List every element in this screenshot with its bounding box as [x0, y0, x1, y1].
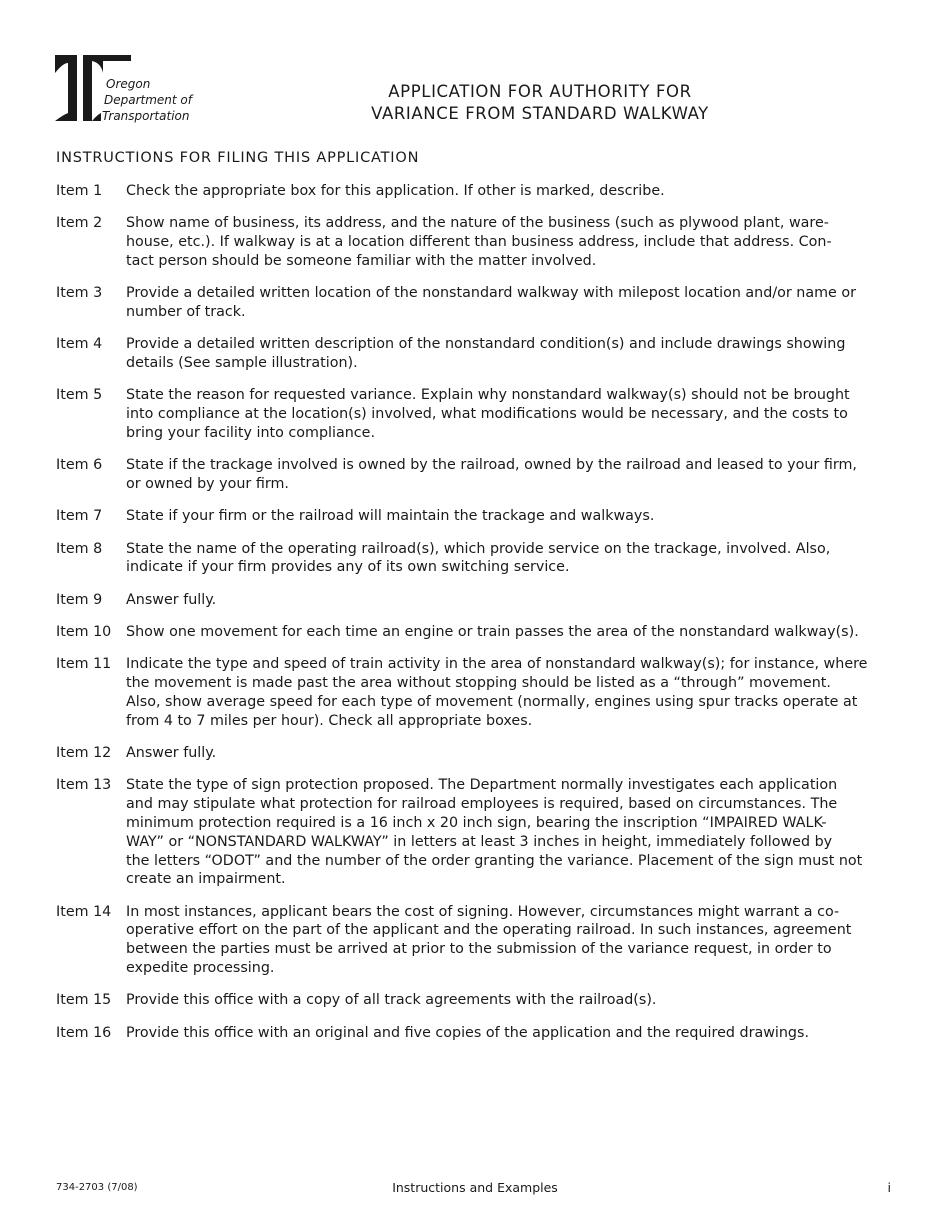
- instruction-item: [56, 456, 896, 494]
- item-label: Item 12: [56, 745, 112, 762]
- item-text: Show one movement for each time an engine or train passes the area of the nonstandard walkway(s).: [126, 624, 859, 641]
- document-title-line-2: VARIANCE FROM STANDARD WALKWAY: [371, 104, 709, 123]
- instruction-item: [56, 623, 896, 642]
- item-label: Item 13: [56, 777, 112, 794]
- item-text: State if the trackage involved is owned by the railroad, owned by the railroad and leased to your firm, or owned by your firm.: [126, 457, 857, 493]
- item-text: State the reason for requested variance. Explain why nonstandard walkway(s) should not be brought into compliance at the location(s) involved, what modifications would be necessary, and the costs to bring your facility into compliance.: [126, 387, 850, 441]
- item-label: Item 16: [56, 1024, 112, 1041]
- item-label: Item 1: [56, 183, 103, 199]
- odot-logo-text: [102, 76, 192, 124]
- item-text: Indicate the type and speed of train activity in the area of nonstandard walkway(s); for instance, where the movement is made past the area without stopping should be listed as a “through” movement. Also, show average speed for each type of movement (normally, engines using spur tracks operate at from 4 to 7 miles per hour). Check all appropriate boxes.: [126, 656, 868, 729]
- item-text: Provide a detailed written description of the nonstandard condition(s) and include drawings showing details (See sample illustration).: [126, 336, 846, 372]
- item-label: Item 7: [56, 508, 103, 525]
- instruction-item: [56, 903, 896, 978]
- item-text: Answer fully.: [126, 591, 217, 608]
- item-label: Item 15: [56, 992, 112, 1009]
- item-text: State if your firm or the railroad will maintain the trackage and walkways.: [126, 508, 655, 525]
- instruction-item: [56, 591, 896, 610]
- instructions-heading: INSTRUCTIONS FOR FILING THIS APPLICATION: [56, 150, 420, 166]
- instruction-item: [56, 540, 896, 578]
- instruction-item: [56, 655, 896, 730]
- document-title: [330, 81, 750, 125]
- item-label: Item 10: [56, 624, 112, 641]
- page-number: i: [887, 1180, 891, 1195]
- instruction-item: [56, 991, 896, 1010]
- instruction-item: [56, 182, 896, 201]
- item-text: Provide this office with an original and five copies of the application and the required drawings.: [126, 1024, 809, 1041]
- form-number: 734-2703 (7/08): [56, 1182, 138, 1193]
- instruction-item: [56, 776, 896, 889]
- item-text: Answer fully.: [126, 745, 217, 762]
- item-text: State the name of the operating railroad(s), which provide service on the trackage, involved. Also, indicate if your firm provides any of its own switching service.: [126, 540, 831, 576]
- logo-line-2: Department of: [104, 93, 192, 107]
- instruction-item: [56, 284, 896, 322]
- instruction-items-list: [56, 182, 896, 1056]
- item-label: Item 3: [56, 285, 103, 302]
- item-text: Show name of business, its address, and the nature of the business (such as plywood plant, ware- house, etc.). If walkway is at a location different than business address, include that address. Con- tact person should be someone familiar with the matter involved.: [126, 215, 832, 269]
- item-text: State the type of sign protection proposed. The Department normally investigates each application and may stipulate what protection for railroad employees is required, based on circumstances. The minimum protection required is a 16 inch x 20 inch sign, bearing the inscription “IMPAIRED WALK- WAY” or “NONSTANDARD WALKWAY” in letters at least 3 inches in height, immediately followed by the letters “ODOT” and the number of the order granting the variance. Placement of the sign must not create an impairment.: [126, 777, 863, 888]
- item-text: Provide a detailed written location of the nonstandard walkway with milepost location and/or name or number of track.: [126, 285, 857, 320]
- document-title-line-1: APPLICATION FOR AUTHORITY FOR: [388, 82, 692, 101]
- instruction-item: [56, 1024, 896, 1043]
- page-footer: [0, 1180, 950, 1200]
- item-label: Item 11: [56, 656, 112, 673]
- footer-title: Instructions and Examples: [392, 1180, 558, 1195]
- instruction-item: [56, 507, 896, 526]
- item-label: Item 9: [56, 591, 103, 608]
- item-text: In most instances, applicant bears the cost of signing. However, circumstances might warrant a co- operative effort on the part of the applicant and the operating railroad. In such instances, agreement between the parties must be arrived at prior to the submission of the variance request, in order to expedite processing.: [126, 903, 852, 976]
- logo-line-1: Oregon: [106, 77, 151, 91]
- instruction-item: [56, 335, 896, 373]
- item-label: Item 6: [56, 457, 103, 474]
- logo-line-3: Transportation: [102, 109, 190, 123]
- item-label: Item 4: [56, 336, 103, 353]
- instruction-item: [56, 744, 896, 763]
- instruction-item: [56, 214, 896, 270]
- odot-logo: [55, 55, 195, 125]
- instruction-item: [56, 386, 896, 442]
- item-label: Item 2: [56, 215, 103, 232]
- item-label: Item 8: [56, 540, 103, 557]
- item-text: Check the appropriate box for this application. If other is marked, describe.: [126, 183, 665, 199]
- item-label: Item 14: [56, 903, 112, 920]
- item-text: Provide this office with a copy of all track agreements with the railroad(s).: [126, 992, 657, 1009]
- item-label: Item 5: [56, 387, 103, 404]
